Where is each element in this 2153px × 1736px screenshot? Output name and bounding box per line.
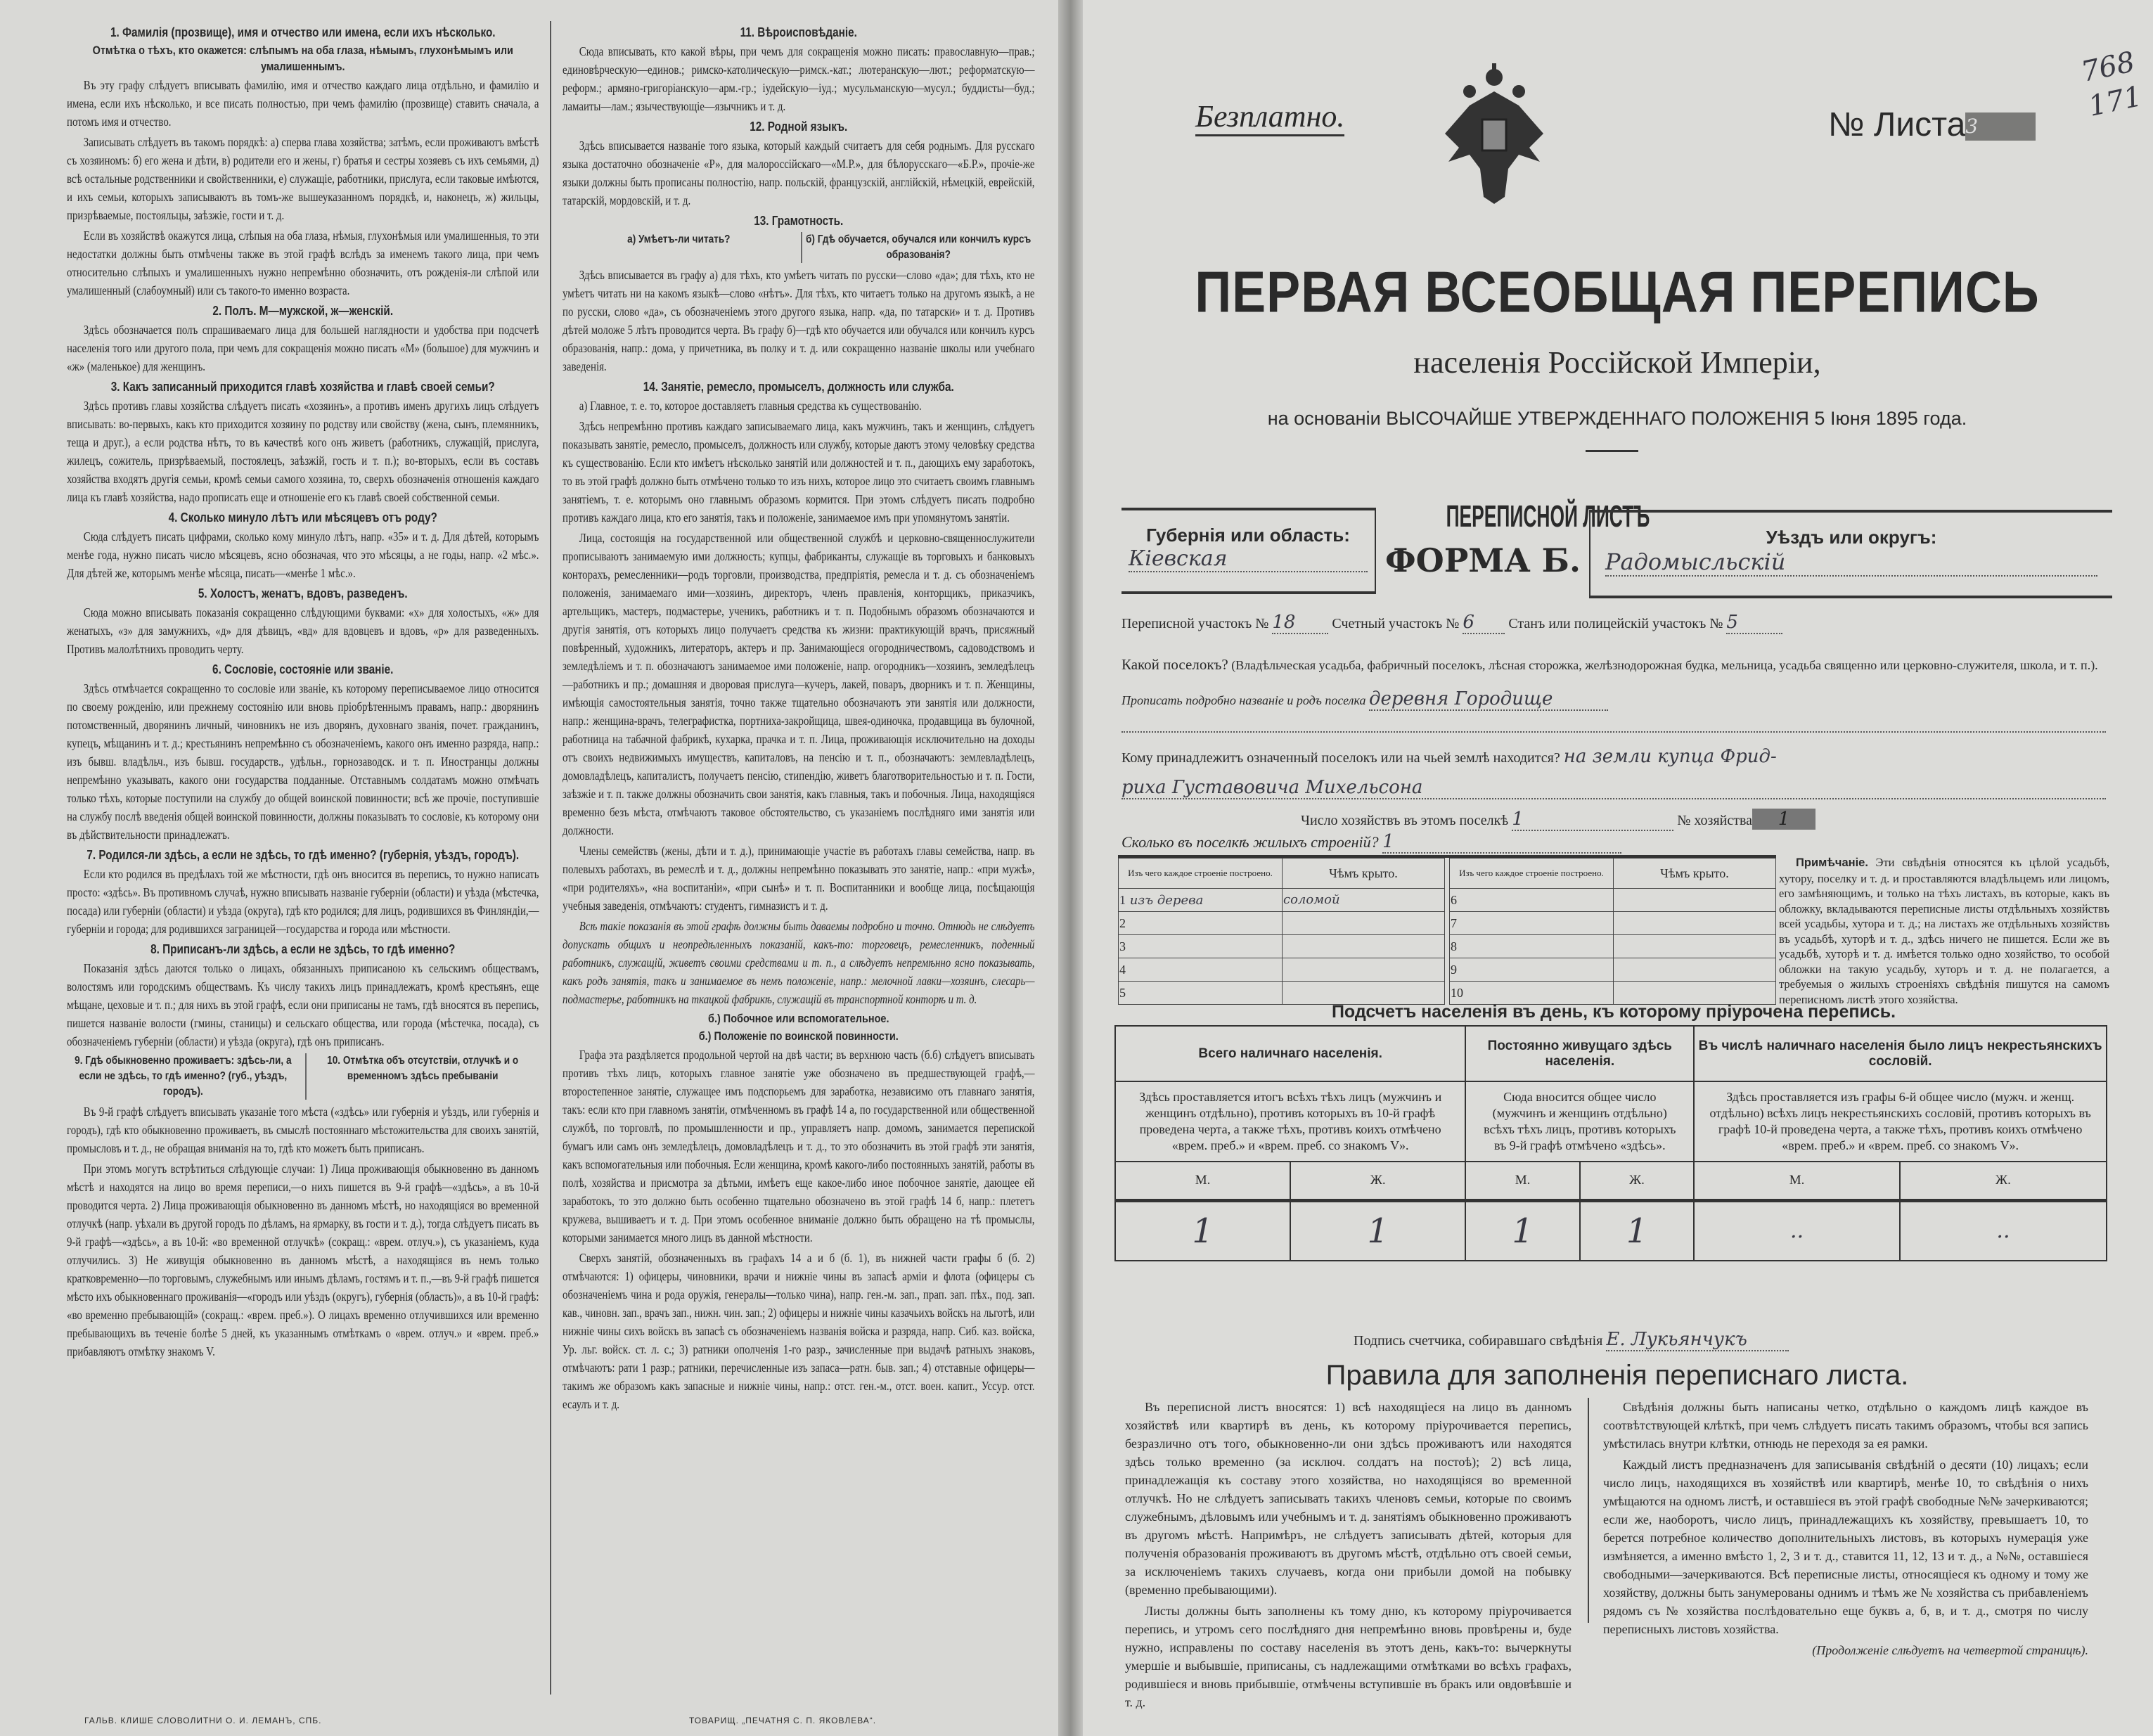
archive-mark-2: 171 (2085, 80, 2145, 123)
paragraph: Листы должны быть заполнены къ тому дню, къ которому пріурочивается перепись, и утромъ сего послѣдняго дня непремѣнно вновь провѣрены и, буде нужно, исправлены по составу населенія въ этотъ день, какъ-то: вычеркнуты умершіе и выбывшіе, приписаны, съ надлежащими отмѣтками во всѣхъ графахъ, родившіеся и вновь прибывшіе, отмѣчены вступившіе въ бракъ или овдовѣвшіе и т. д. (1125, 1604, 1572, 1709)
table-row (1119, 912, 1445, 935)
col-built-header: Изъ чего каждое строеніе построено. (1119, 859, 1283, 889)
row-number: 2 (1119, 912, 1283, 935)
female-header: Ж. (1580, 1162, 1695, 1201)
paragraph: Сюда вписывать, кто какой вѣры, при чемъ для сокращенія можно писать: православную—прав.; единовѣрческую—единов.; римско-католическую—римск.-кат.; лютеранскую—лют.; реформатскую—реформ.; армяно-григоріанскую—арм.-гр.; іудейскую—іуд.; мусульманскую—мусул.; буддисты—буд.; ламаиты—лам.; язычествующіе—язычникъ и т. д. (563, 44, 1035, 113)
paragraph: а) Главное, т. е. то, которое доставляетъ главныя средства къ существованію. (579, 399, 922, 413)
section-heading: 11. Вѣроисповѣданіе. (740, 25, 857, 39)
form-title-block (1378, 499, 1650, 579)
male-header: М. (1115, 1162, 1290, 1201)
form-title: ПЕРЕПИСНОЙ ЛИСТЪ (1446, 499, 1650, 534)
female-header: Ж. (1290, 1162, 1465, 1201)
paragraph: Здѣсь непремѣнно противъ каждаго записываемаго лица, какъ мужчинъ, такъ и женщинъ, слѣдуетъ показывать занятіе, ремесло, промыселъ, должность или службу, которые даютъ этому человѣку средства къ существованію. Если кто имѣетъ нѣсколько занятій или должностей и т. п., дающихъ ему заработокъ, то въ этой графѣ должно быть отмѣчено только то изъ нихъ, которое лицо это считаетъ своимъ главнымъ занятіемъ, т. е. которымъ оно главнымъ образомъ кормится. При этомъ слѣдуетъ писать подробно противъ каждаго лица, кто его занятія, такъ и положеніе, занимаемое имъ при упомянутомъ занятіи. (563, 419, 1035, 525)
section-subheading: а) Умѣетъ-ли читать? (627, 233, 731, 245)
column-divider (550, 21, 551, 1695)
paragraph: Если въ хозяйствѣ окажутся лица, слѣпыя на оба глаза, нѣмыя, глухонѣмыя или умалишенныя, то эти недостатки должны быть отмѣчены также въ этой графѣ вслѣдъ за именемъ такого лица, при чемъ относительно слѣпыхъ и умалишенныхъ нужно непремѣнно обозначить, отъ рожденія-ли слѣпой или умалишенный (слабоумный) или съ такого-то именно возраста. (67, 229, 539, 297)
rules-column-1 (1125, 1398, 1572, 1714)
permanent-male-value: 1 (1465, 1201, 1579, 1261)
census-section-label: Переписной участокъ № (1122, 616, 1269, 631)
paragraph: Всѣ такіе показанія въ этой графѣ должны быть даваемы подробно и точно. Отнюдь не слѣдуетъ допускать общихъ и неопредѣленныхъ показаній, какъ-то: торговецъ, ремесленникъ, поденный работникъ, служащій, живетъ своими средствами и т. п., а слѣдуетъ непремѣнно ясно показывать, какъ родъ занятія, такъ и занимаемое въ немъ положеніе, напр.: мелочной лавки—хозяинъ, слесарь—подмастерье, работникъ на ткацкой фабрикѣ, служащій въ транспортной конторѣ и т. д. (563, 919, 1035, 1006)
printer-footer: ТОВАРИЩ. „ПЕЧАТНЯ С. П. ЯКОВЛЕВА“. (689, 1716, 877, 1725)
households-value: 1 (1512, 809, 1673, 831)
households-label: Число хозяйствъ въ этомъ поселкѣ (1301, 813, 1509, 828)
section-subheading: б) Гдѣ обучается, обучался или кончилъ курсъ образованія? (801, 232, 1034, 263)
document-subtitle: населенія Россійской Имперіи, (1413, 345, 1821, 380)
paragraph: Въ 9-й графѣ слѣдуетъ вписывать указаніе того мѣста («здѣсь» или губернія и уѣздъ, или губернія и городъ), гдѣ кто обыкновенно проживаетъ, въ смыслѣ постояннаго мѣстожительства для своихъ занятій, промысловъ и т. д., не обращая вниманія на то, гдѣ кто можетъ быть приписанъ. (67, 1105, 539, 1155)
buildings-count-value: 1 (1382, 831, 1621, 854)
paragraph: Въ переписной листъ вносятся: 1) всѣ находящіеся на лицо въ данномъ хозяйствѣ или квартирѣ въ день, къ которому пріурочивается перепись, безразлично отъ того, обыкновенно-ли они здѣсь проживаютъ или находятся здѣсь только временно (за исключ. солдатъ на постоѣ); 2) всѣ лица, принадлежащія къ составу этого хозяйства, но находящіяся во временной отлучкѣ. Но не слѣдуетъ записывать такихъ членовъ семьи, которые по своимъ служебнымъ, дѣловымъ или учебнымъ и т. д. занятіямъ обыкновенно проживаютъ въ другомъ мѣстѣ. Напримѣръ, не слѣдуетъ записывать дѣтей, которыя для полученія образованія проживаютъ въ другомъ мѣстѣ, отдѣльно отъ своей семьи, за исключеніемъ такихъ случаевъ, когда они прибыли домой на побывку (временно пребывающими). (1125, 1400, 1572, 1597)
owner-value-line-2: риха Густавовича Михельсона (1122, 777, 2106, 799)
province-box (1122, 508, 1376, 594)
instructions-column-1 (67, 21, 539, 1363)
sheet-number-label: № Листа (1828, 106, 1966, 143)
signature-label: Подпись счетчика, собиравшаго свѣдѣнія (1354, 1333, 1603, 1349)
households-row (1301, 809, 1815, 831)
blank-line (1122, 731, 2106, 733)
population-count-heading: Подсчетъ населенія въ день, къ которому пріурочена перепись. (1331, 1002, 1896, 1022)
row-number: 1 (1119, 892, 1126, 907)
section-heading: 6. Сословіе, состояніе или званіе. (212, 662, 394, 676)
settlement-label: Какой поселокъ? (1122, 656, 1228, 673)
document-title: ПЕРВАЯ ВСЕОБЩАЯ ПЕРЕПИСЬ (1195, 260, 2040, 325)
col-description: Здѣсь проставляется итогъ всѣхъ тѣхъ лицъ (мужчинъ и женщинъ отдѣльно), противъ которыхъ въ 10-й графѣ проведена черта, а также тѣхъ, противъ коихъ отмѣчено «врем. преб.» и «врем. преб. со знакомъ V». (1115, 1081, 1465, 1162)
paragraph: Если кто родился въ предѣлахъ той же мѣстности, гдѣ онъ вносится въ перепись, то нужно написать просто: «здѣсь». Въ противномъ случаѣ, нужно вписывать названіе губерніи (области) и уѣзда (мѣстечка, посада) или губерніи (области) и уѣзда (округа), гдѣ кто родился; для лицъ, родившихся въ Финляндіи,—губерніи и города; для родившихся заграницей—государства и города или мѣстности. (67, 867, 539, 936)
paragraph: Здѣсь противъ главы хозяйства слѣдуетъ писать «хозяинъ», а противъ именъ другихъ лицъ слѣдуетъ вписывать: во-первыхъ, какъ кто приходится хозяину по родству или свойству (жена, сынъ, племянникъ, теща и друг.), а если родства нѣтъ, то въ качествѣ кого онъ живетъ (работникъ, служащій, прислуга, жилецъ, сожитель, призрѣваемый, постоялецъ, заѣзжій, гость и т. п.); во-вторыхъ, если въ составъ хозяйства входятъ другія семьи, кромѣ семьи самого хозяина, то, сверхъ обозначенія отношенія каждаго лица къ главѣ хозяйства, надо прописать еще и отношеніе его къ главѣ своей собственной семьи. (67, 399, 539, 504)
household-number-value: 1 (1752, 809, 1815, 830)
district-label: Уѣздъ или округъ: (1766, 527, 1937, 548)
section-heading: 14. Занятіе, ремесло, промыселъ, должность или служба. (643, 380, 954, 394)
section-heading: 5. Холостъ, женатъ, вдовъ, разведенъ. (198, 586, 408, 600)
paragraph: Сверхъ занятій, обозначенныхъ въ графахъ 14 а и б (б. 1), въ нижней части графы б (б. 2) отмѣчаются: 1) офицеры, чиновники, врачи и нижніе чины въ запасѣ арміи и флота (офицеры съ обозначеніемъ чина и рода оружія, генералы—только чина), напр. ген.-м. зап., прап. зап. пѣх., под. зап. кав., чиновн. зап., врачъ зап., нижн. чин. зап.; 2) офицеры и нижніе чины казачьихъ войскъ на льготѣ, или нижніе чины сихъ войскъ въ запасѣ съ обозначеніемъ названія войска и разряда, напр. Сиб. каз. войска, Ур. льг. войск. ст. л. с.; 3) ратники ополченія 1-го разр., зачисленные при выдачѣ ратныхъ знаковъ, отмѣчаютъ: рати 1 разр.; ратники, перечисленные изъ запаса—ратн. быв. зап.; 4) отставные офицеры—такимъ же образомъ какъ запасные и нижніе чины, напр.: отст. ген.-м., отст. воен. капит., Уссур. отст. есаулъ и т. д. (563, 1251, 1035, 1411)
enumerator-signature: Е. Лукьянчукъ (1606, 1329, 1789, 1351)
paragraph: Здѣсь обозначается полъ спрашиваемаго лица для большей наглядности и удобства при подсчетѣ населенія того или другого пола, при чемъ для сокращенія можно писать «М» (большое) для мужчинъ и «ж» (маленькое) для женщинъ. (67, 323, 539, 373)
row-number: 10 (1450, 982, 1614, 1005)
count-section-label: Счетный участокъ № (1332, 616, 1460, 631)
section-heading: 12. Родной языкъ. (750, 120, 848, 134)
settlement-hint: (Владѣльческая усадьба, фабричный поселокъ, лѣсная сторожка, желѣзнодорожная будка, мельница, усадьба священно или церковно-служителя, школа, и т. п.). (1231, 658, 2098, 672)
section-heading: 10. Отмѣтка объ отсутствіи, отлучкѣ и о временномъ здѣсь пребываніи (305, 1053, 539, 1100)
settlement-value: деревня Городище (1369, 688, 1608, 711)
total-male-value: 1 (1115, 1201, 1290, 1261)
table-row (1450, 912, 1776, 935)
count-section-value: 6 (1463, 612, 1505, 634)
rules-column-2 (1603, 1398, 2088, 1662)
section-numbers-row (1122, 612, 1782, 634)
section-heading: 7. Родился-ли здѣсь, а если не здѣсь, то гдѣ именно? (губернія, уѣздъ, городъ). (86, 848, 520, 862)
buildings-note (1779, 855, 2109, 1007)
owner-label: Кому принадлежитъ означенный поселокъ или на чьей землѣ находится? (1122, 750, 1560, 766)
decree-line: на основаніи ВЫСОЧАЙШЕ УТВЕРЖДЕННАГО ПОЛОЖЕНІЯ 5 Іюня 1895 года. (1267, 408, 1967, 429)
form-subtitle: ФОРМА Б. (1384, 541, 1581, 579)
paragraph: Здѣсь вписывается названіе того языка, который каждый считаетъ для себя роднымъ. Для русскаго языка достаточно обозначеніе «Р», для малороссійскаго—«М.Р.», для бѣлорусскаго—«Б.Р.», прочіе-же языки должны быть прописаны полностію, напр. польскій, французскій, англійскій, нѣмецкій, еврейскій, татарскій, мордовскій, и т. д. (563, 139, 1035, 207)
district-value: Радомысльскій (1605, 548, 2097, 577)
col-roof-header: Чѣмъ крыто. (1283, 859, 1445, 889)
paragraph: Графа эта раздѣляется продольной чертой на двѣ части; въ верхнюю часть (б.б) слѣдуетъ вписывать противъ тѣхъ лицъ, которыхъ главное занятіе уже обозначено въ предшествующей графѣ,—второстепенное занятіе, служащее имъ подспорьемъ для заработка, независимо отъ главнаго занятія, такъ: если кто при главномъ занятіи, отмѣченномъ въ графѣ 14 а, по государственной или общественной службѣ, по торговлѣ, по промышленности и пр., управляетъ напр. домомъ, занимается перепиской бумагъ или самъ онъ земледѣлецъ, домовладѣлецъ и т. д., то это обозначить въ этой графѣ эти занятія, какъ вспомогательныя или побочныя. Если женщина, кромѣ какого-либо постоянныхъ занятій, работы въ полѣ, хозяйства и присмотра за дѣтьми, имѣетъ еще какое-либо иное побочное занятіе, дающее ей заработокъ, то это должно быть особенно тщательно обозначено въ этой графѣ 14 б, напр.: плететъ кружева, вышиваетъ и т. д. При этомъ особенное вниманіе должно быть обращено на тѣ промыслы, которыми занимается много лицъ въ данной мѣстности. (563, 1048, 1035, 1245)
buildings-count-row (1122, 831, 1621, 854)
male-header: М. (1694, 1162, 1900, 1201)
buildings-table-right (1449, 858, 1776, 1005)
table-row (1450, 935, 1776, 958)
province-value: Кіевская (1129, 546, 1368, 572)
col-roof-header: Чѣмъ крыто. (1614, 859, 1776, 889)
col-description: Здѣсь проставляется изъ графы 6-й общее число (мужч. и женщ. отдѣльно) всѣхъ лицъ некрестьянскихъ сословій, противъ которыхъ въ графѣ 10-й проведена черта, а также тѣхъ, противъ коихъ отмѣчено «врем. преб.» и «врем. преб. со знакомъ V». (1694, 1081, 2107, 1162)
section-heading: 9. Гдѣ обыкновенно проживаетъ: здѣсь-ли, а если не здѣсь, то гдѣ именно? (губ., уѣздъ, городъ). (75, 1055, 292, 1098)
col-permanent-residents: Постоянно живущаго здѣсь населенія. (1465, 1026, 1694, 1081)
owner-value-line-1: на земли купца Фрид- (1563, 746, 1777, 767)
paragraph: Здѣсь отмѣчается сокращенно то сословіе или званіе, къ которому переписываемое лицо относится по своему рожденію, или прежнему состоянію или вновь пріобрѣтеннымъ правамъ, напр.: дворянинъ потомственный, дворянинъ личный, чиновникъ не изъ дворянъ, духовнаго званія, почет. гражданинъ, купецъ, мѣщанинъ и т. д.; крестьянинъ непремѣнно съ обозначеніемъ, какого онъ именно разряда, напр.: изъ бывш. владѣльч., изъ бывш. государств., удѣльн., горнозаводск. и т. п. Иностранцы должны непремѣнно указывать, какого они государства подданные. Отставнымъ солдатамъ можно отмѣчать только тѣхъ, которые поступили на службу до общей воинской повинности; всѣ же прочіе, поступившіе на службу послѣ введенія общей воинской повинности, должны показывать то сословіе, къ которому они въ дѣйствительности принадлежатъ. (67, 681, 539, 842)
owner-field (1122, 742, 2106, 804)
col-built-header: Изъ чего каждое строеніе построено. (1450, 859, 1614, 889)
male-header: М. (1465, 1162, 1579, 1201)
col-non-peasant: Въ числѣ наличнаго населенія было лицъ некрестьянскихъ сословій. (1694, 1026, 2107, 1081)
table-row (1119, 889, 1445, 912)
settlement-field (1122, 647, 2106, 718)
note-label: Примѣчаніе. (1796, 856, 1868, 869)
household-number-label: № хозяйства (1677, 813, 1753, 828)
table-row (1450, 958, 1776, 982)
section-heading: 2. Полъ. М—мужской, ж—женскій. (212, 304, 394, 318)
buildings-table (1118, 855, 1776, 1005)
row-number: 4 (1119, 958, 1283, 982)
literacy-subheadings (563, 232, 1035, 263)
printer-footer: ГАЛЬВ. КЛИШЕ СЛОВОЛИТНИ О. И. ЛЕМАНЪ, СПБ. (84, 1716, 322, 1725)
built-value: изъ дерева (1129, 892, 1204, 908)
paragraph: При этомъ могутъ встрѣтиться слѣдующіе случаи: 1) Лица проживающія обыкновенно въ данномъ мѣстѣ и находятся на лицо во время переписи,—о нихъ пишется въ 9-й графѣ—«здѣсь», а въ 10-й проводится черта. 2) Лица проживающія обыкновенно въ данномъ мѣстѣ, но находящіяся во временной отлучкѣ (напр. уѣхали въ другой городъ по дѣламъ, на ярмарку, въ гости и т. д.), тогда слѣдуетъ писать въ 9-й графѣ—«здѣсь», а въ 10-й: «во временной отлучкѣ» (сокращ.: «врем. отлуч.»), съ указаніемъ, куда отлучились. 3) Не живущія обыкновенно въ данномъ мѣстѣ, а находящіяся въ немъ только кратковременно—по торговымъ, служебнымъ или инымъ дѣламъ, гостямъ и т. п.,—въ 9-й графѣ пишется мѣсто ихъ обыкновеннаго проживанія—«городъ или уѣздъ (округъ), губернія (область)», а въ 10-й графѣ: «во временно пребывающій» (сокращ.: «врем. преб.»). О лицахъ временно отлучившихся или временно пребывающихъ въ теченіе болѣе 5 дней, къ указаннымъ отмѣткамъ о «врем. отлуч.» и «врем. преб.» прибавляютъ отмѣтку знакомъ V. (67, 1162, 539, 1358)
table-row (1119, 935, 1445, 958)
police-section-label: Станъ или полицейскій участокъ № (1508, 616, 1723, 631)
col-total-present: Всего наличнаго населенія. (1115, 1026, 1465, 1081)
instructions-column-2 (563, 21, 1035, 1415)
sheet-number-value: 3 (1965, 112, 2036, 141)
row-number: 7 (1450, 912, 1614, 935)
paragraph: Сюда слѣдуетъ писать цифрами, сколько кому минуло лѣтъ, напр. «35» и т. д. Для дѣтей, которымъ менѣе года, нужно писать число мѣсяцевъ, ясно обозначая, что это мѣсяцы, а не годы, напр. «2 мѣс.». Для дѣтей же, которымъ менѣе мѣсяца, писать—«менѣе 1 мѣс.». (67, 529, 539, 580)
divider (1586, 450, 1638, 452)
imperial-eagle-icon (1441, 63, 1547, 204)
section-subheading: б.) Побочное или вспомогательное. (708, 1012, 889, 1025)
rules-title: Правила для заполненія переписнаго листа. (1325, 1360, 1909, 1391)
section-heading: 13. Грамотность. (754, 214, 844, 228)
census-section-value: 18 (1272, 612, 1328, 634)
paragraph: Въ эту графу слѣдуетъ вписывать фамилію, имя и отчество каждаго лица отдѣльно, и фамилію и имена, если ихъ нѣсколько, и все писать полностью, при чемъ фамилію (прозвище) ставить сначала, а потомъ имя и отчество. (67, 78, 539, 129)
column-divider (1588, 1398, 1589, 1623)
book-binding (1058, 0, 1083, 1736)
col-description: Сюда вносится общее число (мужчинъ и женщинъ отдѣльно) всѣхъ тѣхъ лицъ, противъ которыхъ въ 9-й графѣ отмѣчено «здѣсь». (1465, 1081, 1694, 1162)
row-number: 9 (1450, 958, 1614, 982)
row-number: 8 (1450, 935, 1614, 958)
sheet-number-field (1828, 105, 2036, 144)
buildings-count-label: Сколько въ поселкѣ жилыхъ строеній? (1122, 833, 1379, 851)
note-text: Эти свѣдѣнія относятся къ цѣлой усадьбѣ, хутору, поселку и т. д. и проставляются владѣльцемъ или лицомъ, его замѣняющимъ, и только на тѣхъ листахъ, въ которые, какъ въ обложку, вкладываются переписные листы отдѣльныхъ хозяйствъ всей усадьбы, хутора и т. д.; на листахъ же отдѣльныхъ хозяйствъ въ усадьбѣ, хуторѣ и т. д., здѣсь ничего не пишется. Если же въ усадьбѣ, хуторѣ и т. д. имѣется только одно хозяйство, то особой обложки на такую усадьбу, хуторъ и т. д. не полагается, а требуемыя о жилыхъ строеніяхъ свѣдѣнія пишутся на самомъ переписномъ листѣ этого хозяйства. (1779, 856, 2109, 1006)
non-peasant-male-value: .. (1694, 1201, 1900, 1261)
section-subheading: б.) Положеніе по воинской повинности. (698, 1029, 899, 1043)
section-heading: 8. Приписанъ-ли здѣсь, а если не здѣсь, то гдѣ именно? (150, 942, 456, 956)
enumerator-signature-row (1354, 1329, 1789, 1351)
total-female-value: 1 (1290, 1201, 1465, 1261)
paragraph: Каждый листъ предназначенъ для записыванія свѣдѣній о десяти (10) лицахъ; если число лицъ, находящихся въ хозяйствѣ или квартирѣ, менѣе 10, то свѣдѣнія о нихъ умѣщаются на одномъ листѣ, и оставшіеся въ этой графѣ свободные №№ зачеркиваются; если же, наоборотъ, число лицъ, принадлежащихъ къ хозяйству, превышаетъ 10, то берется потребное количество дополнительныхъ листовъ, въ которыхъ нумерація уже измѣняется, а именно вмѣсто 1, 2, 3 и т. д., ставится 11, 12, 13 и т. д., а №№, оставшіеся свободными—зачеркиваются. Всѣ переписные листы, относящіеся къ одному и тому же хозяйству, должны быть занумерованы однимъ и тѣмъ же № хозяйства съ прибавленіемъ рядомъ съ № хозяйства послѣдовательно еще буквъ а, б, в, и т. д., смотря по числу переписныхъ листовъ хозяйства. (1603, 1458, 2088, 1636)
table-row (1450, 889, 1776, 912)
paragraph: Сюда можно вписывать показанія сокращенно слѣдующими буквами: «х» для холостыхъ, «ж» для женатыхъ, «з» для замужнихъ, «д» для дѣвицъ, «вд» для вдовцевъ и вдовъ, «р» для разведенныхъ. Противъ малолѣтнихъ проводить черту. (67, 605, 539, 656)
paragraph: Свѣдѣнія должны быть написаны четко, отдѣльно о каждомъ лицѣ каждое въ соотвѣтствующей клѣткѣ, при чемъ слѣдуетъ писать такимъ образомъ, чтобы вся запись умѣстилась внутри клѣтки, отнюдь не переходя за ея рамки. (1603, 1400, 2088, 1451)
section-heading: 4. Сколько минуло лѣтъ или мѣсяцевъ отъ роду? (168, 510, 437, 525)
row-number: 6 (1450, 889, 1614, 912)
police-section-value: 5 (1726, 612, 1782, 634)
paragraph: Члены семействъ (жены, дѣти и т. д.), принимающіе участіе въ работахъ главы семейства, напр. въ полевыхъ работахъ, въ ремеслѣ и т. д., должны непремѣнно показывать это занятіе, напр.: «при мужѣ», «при родителяхъ», «на воспитаніи», «при сынѣ» и т. п. Воспитанники и вообще лица, посѣщающія учебныя заведенія, отмѣчаютъ: студентъ, гимназистъ и т. д. (563, 844, 1035, 913)
district-box (1589, 510, 2112, 598)
female-header: Ж. (1900, 1162, 2107, 1201)
non-peasant-female-value: .. (1900, 1201, 2107, 1261)
paragraph: Записывать слѣдуетъ въ такомъ порядкѣ: а) сперва глава хозяйства; затѣмъ, если проживаютъ вмѣстѣ съ хозяиномъ: б) его жена и дѣти, в) родители его и жены, г) братья и сестры хозяевъ съ ихъ семьями, д) всѣ остальные родственники и свойственники, е) служащіе, работники, прислуга, если таковые имѣются, и ихъ семьи, которыхъ записываютъ въ томъ-же вышеуказанномъ порядкѣ, и, наконецъ, ж) жильцы, призрѣваемые, постояльцы, заѣзжіе, гости и т. д. (67, 135, 539, 222)
section-heading: 1. Фамилія (прозвище), имя и отчество или имена, если ихъ нѣсколько. (110, 25, 496, 39)
archive-mark-1: 768 (2078, 46, 2138, 89)
settlement-hint-2: Прописать подробно названіе и родъ поселка (1122, 693, 1366, 707)
roof-value: соломой (1283, 889, 1445, 912)
table-row (1119, 958, 1445, 982)
paragraph: Здѣсь вписывается въ графу а) для тѣхъ, кто умѣетъ читать по русски—слово «да»; для тѣхъ, кто не умѣетъ читать ни на какомъ языкѣ—слово «нѣтъ». Для тѣхъ, кто читаетъ только на другомъ языкѣ, а не по русски, слово «да», съ обозначеніемъ этого другого языка, напр. «да, по татарски» и т. д. Противъ дѣтей моложе 5 лѣтъ проводится черта. Въ графу б)—гдѣ кто обучается или обучался или кончилъ курсъ образованія, напр.: дома, у причетника, въ полку и т. д. или сокращенно названіе школы или учебнаго заведенія. (563, 268, 1035, 373)
free-label: Безплатно. (1195, 98, 1344, 136)
section-heading: 3. Какъ записанный приходится главѣ хозяйства и главѣ своей семьи? (110, 380, 495, 394)
left-page-instructions (0, 0, 1058, 1736)
paragraph: Показанія здѣсь даются только о лицахъ, обязанныхъ приписаною къ сельскимъ обществамъ, волостямъ или городскимъ обществамъ. Къ числу такихъ лицъ принадлежатъ, кромѣ крестьянъ, еще мѣщане, цеховые и т. п.; для нихъ въ этой графѣ, если они приписаны не тамъ, гдѣ вносятся въ перепись, пишется названіе волости (гмины, станицы) и сельскаго общества, или города (мѣстечка, посада), съ обозначеніемъ губерніи (области) и уѣзда (округа), гдѣ онъ приписанъ. (67, 961, 539, 1048)
province-label: Губернія или область: (1146, 525, 1350, 546)
section-subheading: Отмѣтка о тѣхъ, кто окажется: слѣпымъ на оба глаза, нѣмымъ, глухонѣмымъ или умалишеннымъ. (92, 44, 513, 73)
permanent-female-value: 1 (1580, 1201, 1695, 1261)
row-number: 5 (1119, 982, 1283, 1005)
continued-note: (Продолженіе слѣдуетъ на четвертой страницѣ). (1812, 1643, 2088, 1657)
buildings-table-left (1118, 858, 1445, 1005)
row-number: 3 (1119, 935, 1283, 958)
population-count-table (1114, 1025, 2107, 1261)
paragraph: Лица, состоящія на государственной или общественной службѣ и церковно-священнослужители прописываютъ занимаемую ими должность; купцы, фабриканты, служащіе въ торговыхъ и банковыхъ конторахъ, ремесленники—родъ торговли, производства, предпріятія, ремесла и т. д. съ обозначеніемъ положенія, занимаемаго ими—хозяинъ, директоръ, членъ правленія, конторщикъ, приказчикъ, артельщикъ, мастеръ, подмастерье, ученикъ, работникъ и т. п. Подобнымъ образомъ обозначаются и другія занятія, отъ которыхъ лицо получаетъ средства къ жизни: практикующій врачъ, присяжный повѣренный, художникъ, литераторъ, актеръ и пр. Занимающіеся огородничествомъ, садоводствомъ и земледѣліемъ и т. п. обозначаютъ занимаемое ими положеніе, напр. огородникъ—хозяинъ, земледѣлецъ—работникъ и пр.; домашняя и дворовая прислуга—кучеръ, лакей, поваръ, дворникъ и т. п. Женщины, имѣющія самостоятельныя занятія, точно также тщательно обозначаютъ эти занятія или должности, напр.: женщина-врачъ, телеграфистка, портниха-закройщица, швея-одиночка, продавщица въ булочной, работница на табачной фабрикѣ, кухарка, прачка и т. п. Лица, проживающія исключительно на доходы отъ своихъ недвижимыхъ имуществъ, капиталовъ, на пенсію и т. п., обозначаютъ: землевладѣлецъ, домовладѣлецъ, капиталистъ, получаетъ пенсію, стипендію, живетъ благотворительностью и т. п. Гости, заѣзжіе и т. п. также должны обозначить свои занятія, какъ главныя, такъ и побочныя. Лица, находящіяся временно безъ мѣста, отмѣчаютъ таковое обстоятельство, съ указаніемъ послѣдняго ими занятія или должности. (563, 531, 1035, 837)
section-9-10-headings (67, 1053, 539, 1100)
